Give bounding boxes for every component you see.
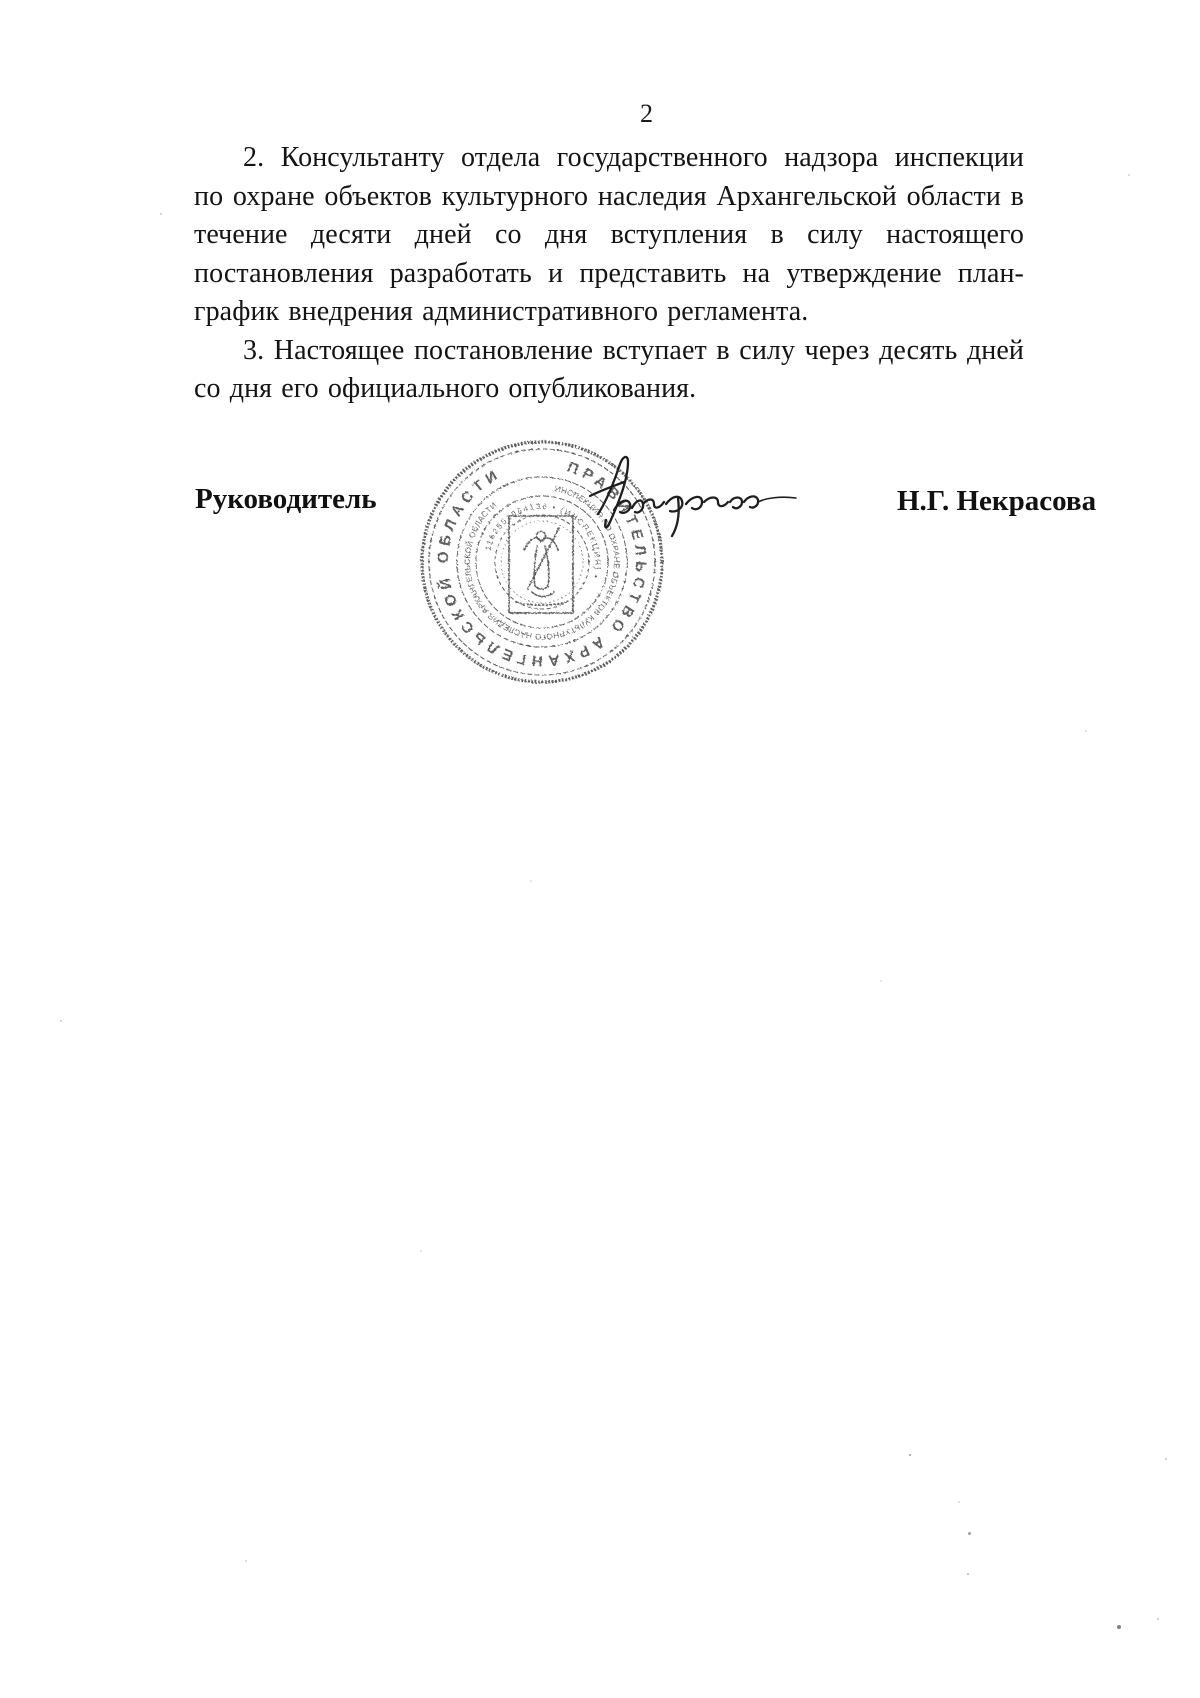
seal-ring-middle-text: ИНСПЕКЦИЯ ПО ОХРАНЕ ОБЪЕКТОВ КУЛЬТУРНОГО НАСЛЕДИЯ АРХАНГЕЛЬСКОЙ ОБЛАСТИ [462,484,622,642]
signatory-title: Руководитель [195,483,377,515]
signatory-name: Н.Г. Некрасова [897,485,1097,517]
handwritten-signature [570,452,810,547]
paragraph-2: 2. Консультанту отдела государственного надзора инспекции по охране объектов культурного наследия Архангельской области в течение десяти дней со дня вступления в силу настоящего постановления разработать и представить на утверждение план-график внедрения административного регламента. [194,142,1024,327]
seal-ring-outer-text: ПРАВИТЕЛЬСТВО АРХАНГЕЛЬСКОЙ ОБЛАСТИ [434,458,650,670]
seal-ring-inner-text: 1162551964136 • (ИНСПЕКЦИЯ) • [483,501,603,581]
page-number: 2 [640,99,653,128]
paragraph-3: 3. Настоящее постановление вступает в силу через десять дней со дня его официального опубликования. [194,334,1024,404]
document-body [194,139,1024,409]
